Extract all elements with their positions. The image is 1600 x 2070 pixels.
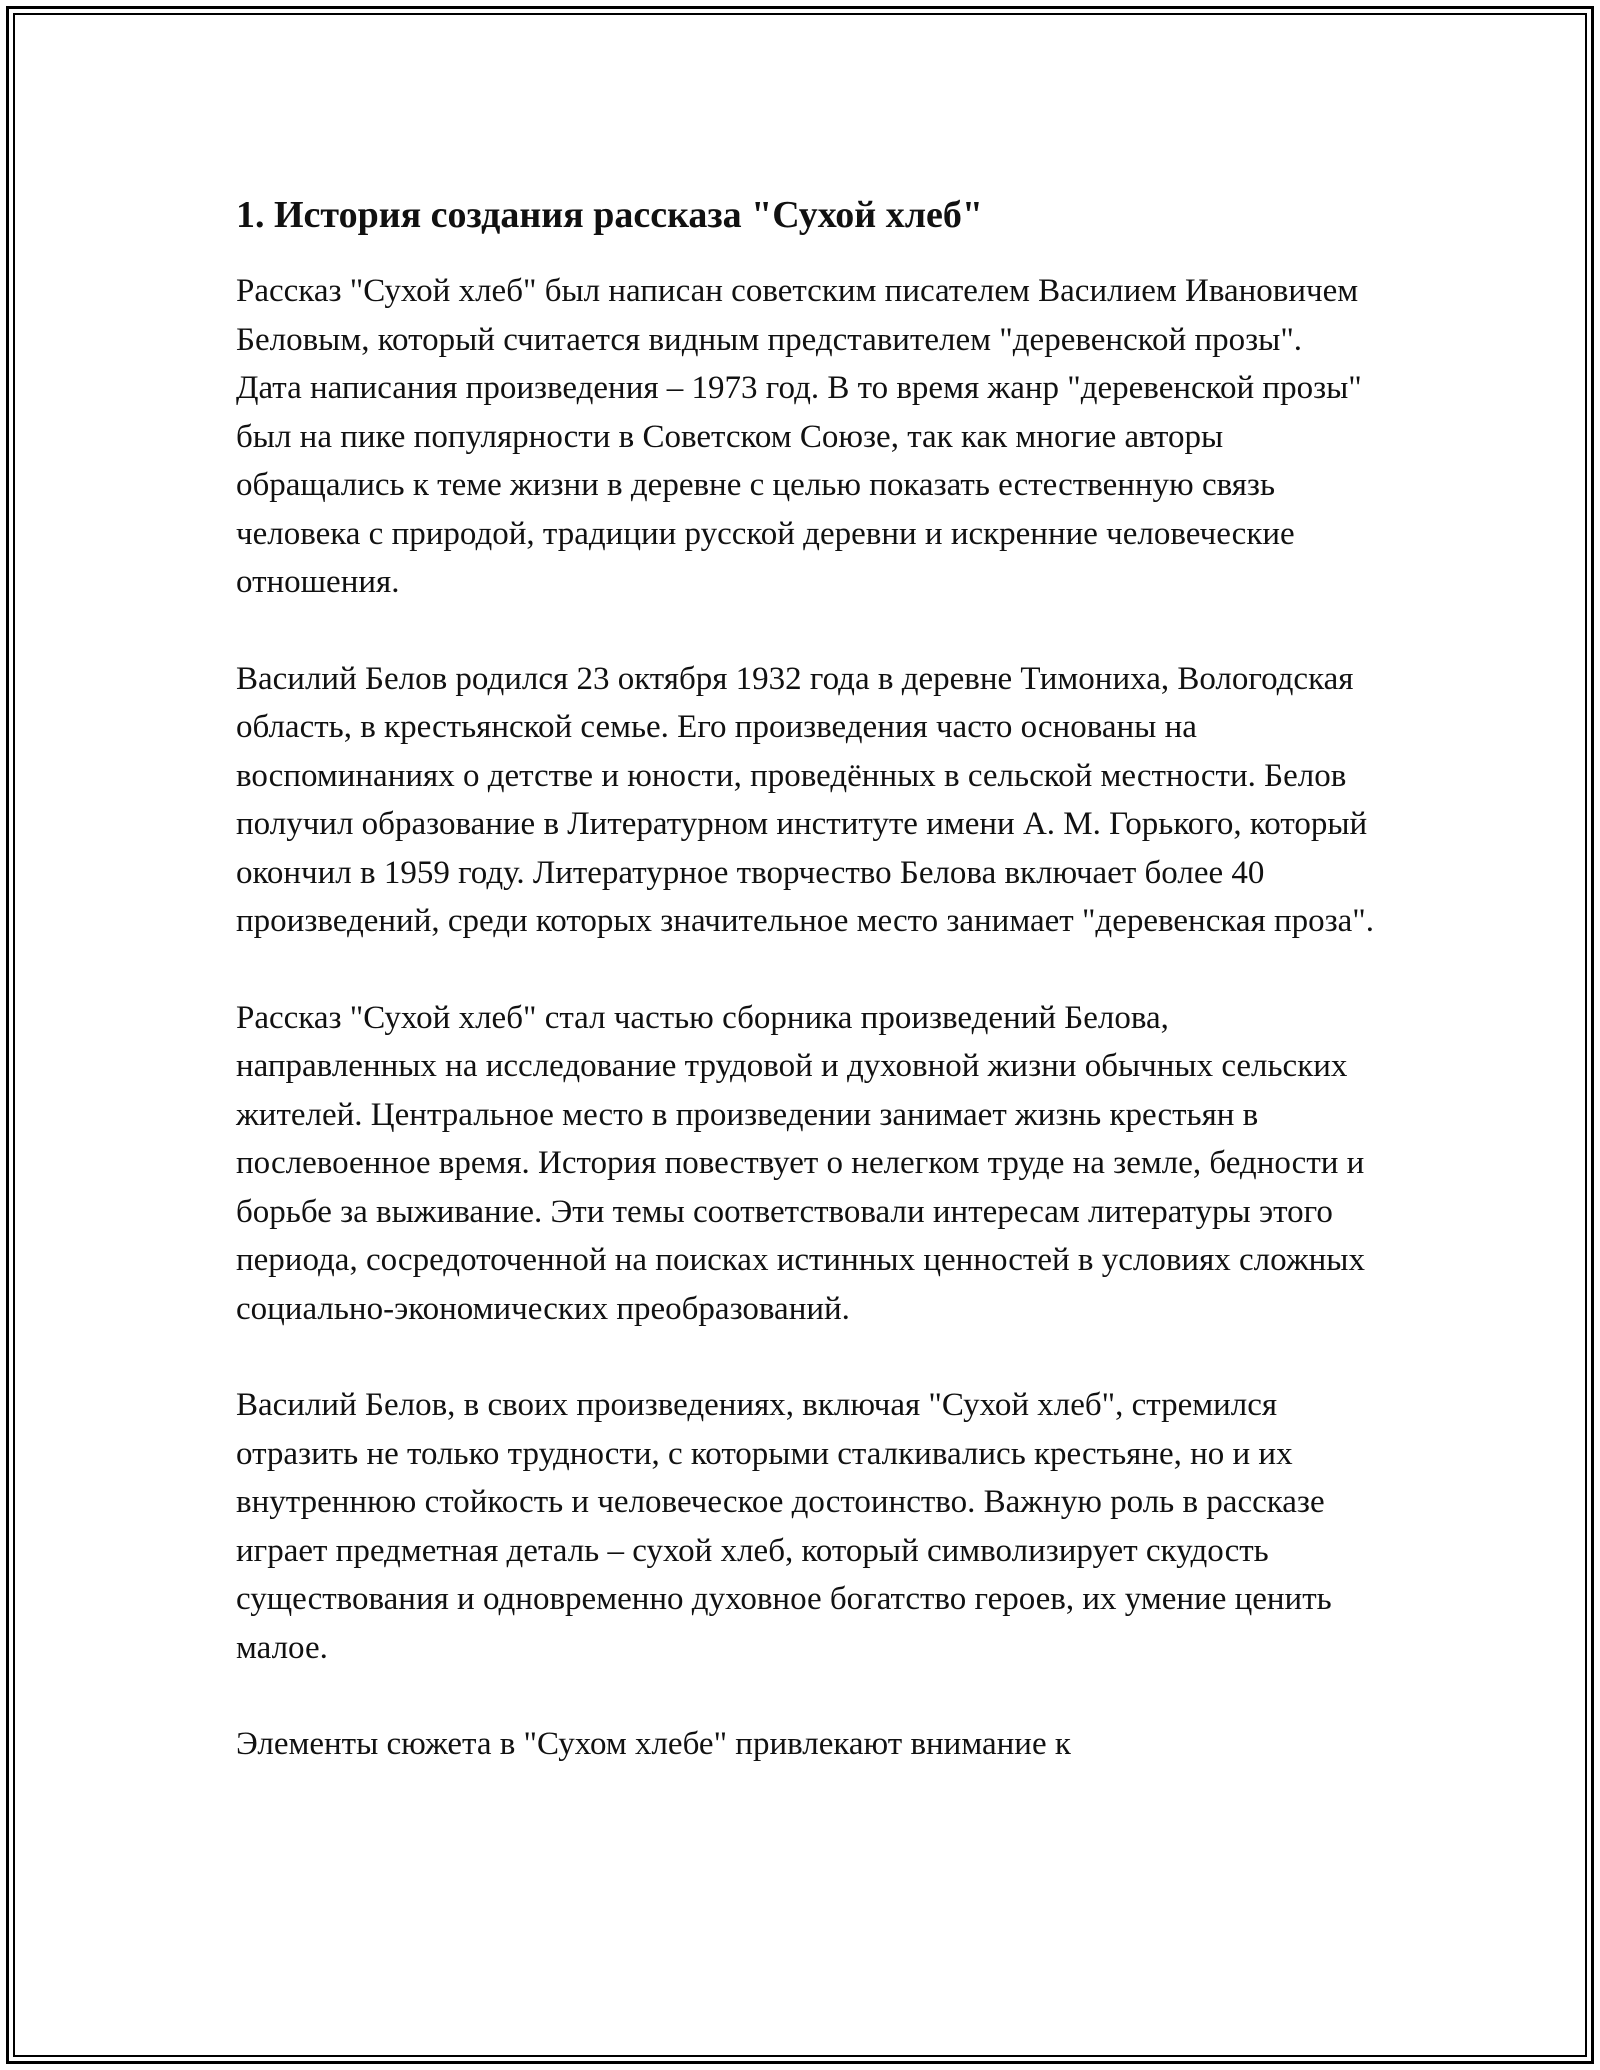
- document-body: [236, 192, 1376, 1817]
- paragraph-5: Элементы сюжета в "Сухом хлебе" привлекают внимание к: [236, 1726, 1071, 1762]
- paragraph-1: Рассказ "Сухой хлеб" был написан советским писателем Василием Ивановичем Беловым, который считается видным представителем "деревенской прозы". Дата написания произведения – 1973 год. В то время жанр "деревенской прозы" был на пике популярности в Советском Союзе, так как многие авторы обращались к теме жизни в деревне с целью показать естественную связь человека с природой, традиции русской деревни и искренние человеческие отношения.: [236, 273, 1362, 600]
- section-heading: 1. История создания рассказа "Сухой хлеб": [236, 194, 983, 236]
- paragraph-3: Рассказ "Сухой хлеб" стал частью сборника произведений Белова, направленных на исследование трудовой и духовной жизни обычных сельских жителей. Центральное место в произведении занимает жизнь крестьян в послевоенное время. История повествует о нелегком труде на земле, бедности и борьбе за выживание. Эти темы соответствовали интересам литературы этого периода, сосредоточенной на поисках истинных ценностей в условиях сложных социально-экономических преобразований.: [236, 999, 1365, 1327]
- paragraph-4: Василий Белов, в своих произведениях, включая "Сухой хлеб", стремился отразить не только трудности, с которыми сталкивались крестьяне, но и их внутреннюю стойкость и человеческое достоинство. Важную роль в рассказе играет предметная деталь – сухой хлеб, который символизирует скудость существования и одновременно духовное богатство героев, их умение ценить малое.: [236, 1387, 1332, 1666]
- paragraph-2: Василий Белов родился 23 октября 1932 года в деревне Тимониха, Вологодская область, в крестьянской семье. Его произведения часто основаны на воспоминаниях о детстве и юности, проведённых в сельской местности. Белов получил образование в Литературном институте имени А. М. Горького, который окончил в 1959 году. Литературное творчество Белова включает более 40 произведений, среди которых значительное место занимает "деревенская проза".: [236, 660, 1375, 939]
